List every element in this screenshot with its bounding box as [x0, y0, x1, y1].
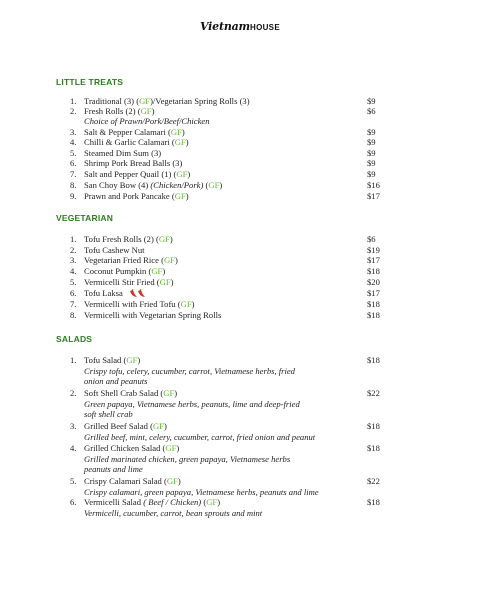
section-title-little-treats: LITTLE TREATS — [56, 77, 124, 87]
gf-tag: GF — [208, 180, 220, 190]
menu-item: 6. Tofu Laksa — [70, 288, 390, 300]
item-description: Grilled beef, mint, celery, cucumber, carrot, fried onion and peanut — [84, 432, 316, 442]
brand-logo — [0, 20, 480, 33]
menu-item: 6. Vermicelli Salad ( Beef / Chicken) (GF) — [70, 497, 221, 507]
gf-tag: GF — [180, 299, 192, 309]
menu-item: 5. Crispy Calamari Salad (GF) — [70, 476, 181, 486]
gf-tag: GF — [163, 255, 175, 265]
item-description: Crispy calamari, green papaya, Vietnamese herbs, peanuts and lime — [84, 487, 319, 497]
brand-script: Vietnam — [200, 20, 250, 33]
menu-item: 1. Tofu Salad (GF) — [70, 355, 141, 365]
menu-price: $9 — [367, 127, 376, 137]
menu-item: 4. Chilli & Garlic Calamari (GF) — [70, 137, 189, 147]
menu-price: $9 — [367, 148, 376, 158]
section-title-vegetarian: VEGETARIAN — [56, 213, 114, 223]
gf-tag: GF — [176, 169, 188, 179]
menu-price: $17 — [367, 255, 380, 265]
menu-price: $19 — [367, 245, 380, 255]
menu-price: $9 — [367, 137, 376, 147]
menu-price: $18 — [367, 299, 380, 309]
item-description: onion and peanuts — [84, 376, 148, 386]
menu-price: $18 — [367, 355, 380, 365]
item-description: Green papaya, Vietnamese herbs, peanuts, lime and deep-fried — [84, 399, 300, 409]
menu-price: $18 — [367, 421, 380, 431]
menu-price: $18 — [367, 497, 380, 507]
menu-item: 3. Grilled Beef Salad (GF) — [70, 421, 167, 431]
menu-item: 3. Vegetarian Fried Rice (GF) — [70, 255, 178, 265]
gf-tag: GF — [151, 266, 163, 276]
menu-price: $22 — [367, 476, 380, 486]
menu-price: $6 — [367, 234, 376, 244]
menu-price: $17 — [367, 288, 380, 298]
menu-price: $9 — [367, 158, 376, 168]
menu-item: 5. Steamed Dim Sum (3) — [70, 148, 162, 158]
gf-tag: GF — [158, 234, 170, 244]
menu-price: $9 — [367, 169, 376, 179]
menu-item: 2. Fresh Rolls (2) (GF) — [70, 106, 155, 116]
gf-tag: GF — [139, 96, 151, 106]
menu-price: $18 — [367, 266, 380, 276]
menu-price: $18 — [367, 443, 380, 453]
chili-icon — [129, 289, 147, 300]
menu-item: 3. Salt & Pepper Calamari (GF) — [70, 127, 185, 137]
gf-tag: GF — [206, 497, 218, 507]
menu-price: $22 — [367, 388, 380, 398]
gf-tag: GF — [170, 127, 182, 137]
gf-tag: GF — [165, 443, 177, 453]
menu-item: 7. Vermicelli with Fried Tofu (GF) — [70, 299, 195, 309]
menu-price: $6 — [367, 106, 376, 116]
item-description: soft shell crab — [84, 409, 133, 419]
gf-tag: GF — [140, 106, 152, 116]
menu-item: 6. Shrimp Pork Bread Balls (3) — [70, 158, 183, 168]
menu-item: 4. Coconut Pumpkin (GF) — [70, 266, 166, 276]
item-description: peanuts and lime — [84, 464, 143, 474]
menu-price: $18 — [367, 310, 380, 320]
item-description: Grilled marinated chicken, green papaya, Vietnamese herbs — [84, 454, 291, 464]
item-description: Choice of Prawn/Pork/Beef/Chicken — [84, 116, 210, 126]
menu-item: 5. Vermicelli Stir Fried (GF) — [70, 277, 174, 287]
menu-item: 1. Tofu Fresh Rolls (2) (GF) — [70, 234, 173, 244]
menu-price: $20 — [367, 277, 380, 287]
gf-tag: GF — [166, 476, 178, 486]
item-description: Crispy tofu, celery, cucumber, carrot, Vietnamese herbs, fried — [84, 366, 295, 376]
gf-tag: GF — [163, 388, 175, 398]
menu-item: 9. Prawn and Pork Pancake (GF) — [70, 191, 189, 201]
menu-item: 8. San Choy Bow (4) (Chicken/Pork) (GF) — [70, 180, 223, 190]
gf-tag: GF — [174, 137, 186, 147]
menu-price: $16 — [367, 180, 380, 190]
menu-item: 4. Grilled Chicken Salad (GF) — [70, 443, 180, 453]
brand-house: HOUSE — [250, 23, 280, 32]
menu-item: 7. Salt and Pepper Quail (1) (GF) — [70, 169, 191, 179]
section-title-salads: SALADS — [56, 334, 93, 344]
gf-tag: GF — [174, 191, 186, 201]
gf-tag: GF — [152, 421, 164, 431]
menu-item: 8. Vermicelli with Vegetarian Spring Rolls — [70, 310, 222, 320]
item-description: Vermicelli, cucumber, carrot, bean sprouts and mint — [84, 508, 263, 518]
menu-item: 2. Soft Shell Crab Salad (GF) — [70, 388, 178, 398]
menu-item: 1. Traditional (3) (GF)/Vegetarian Spring Rolls (3) — [70, 96, 250, 106]
gf-tag: GF — [159, 277, 171, 287]
menu-item: 2. Tofu Cashew Nut — [70, 245, 145, 255]
menu-price: $9 — [367, 96, 376, 106]
menu-price: $17 — [367, 191, 380, 201]
gf-tag: GF — [126, 355, 138, 365]
